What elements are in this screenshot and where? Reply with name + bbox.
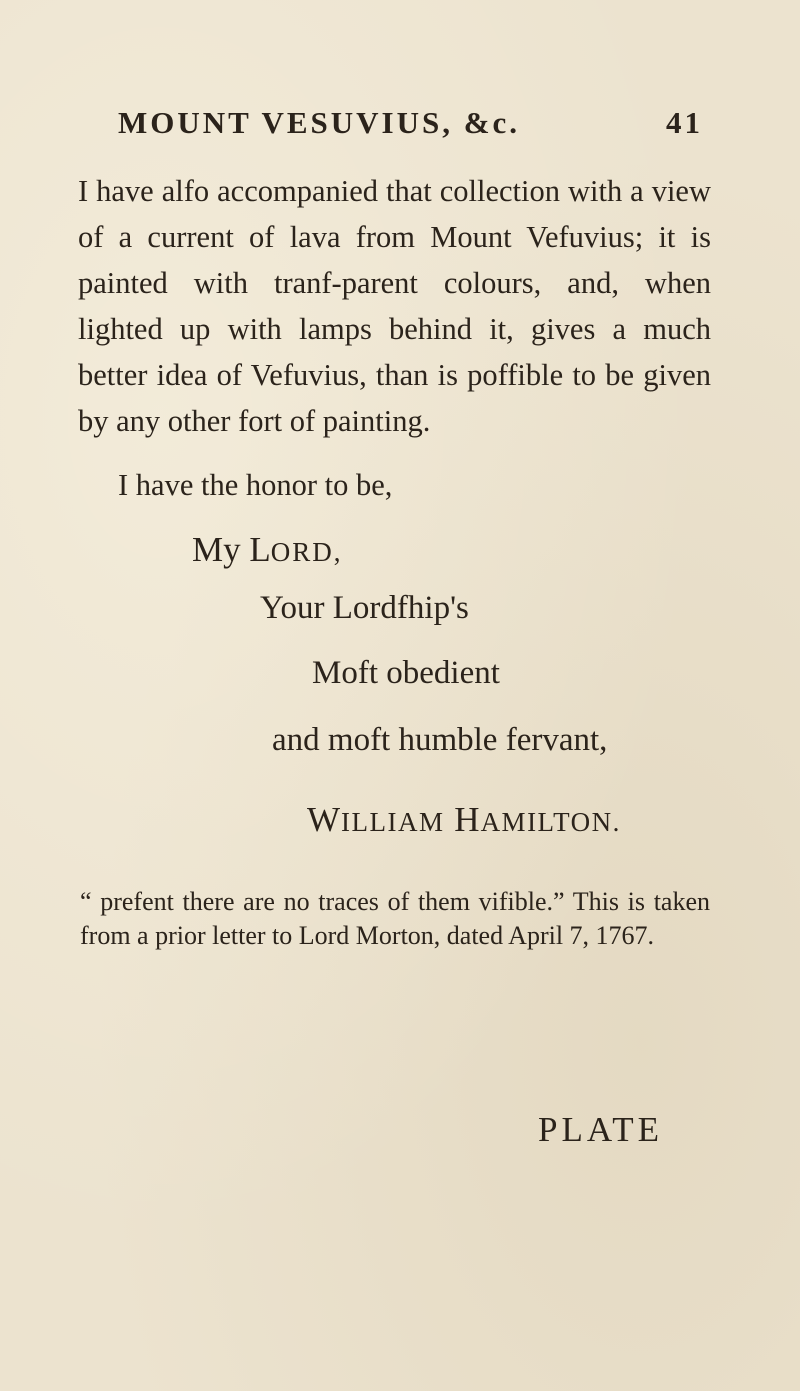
signature xyxy=(307,800,621,840)
salutation xyxy=(192,530,343,570)
signature-last-rest: AMILTON. xyxy=(480,807,621,837)
signature-first-rest: ILLIAM xyxy=(341,807,445,837)
running-head-title: MOUNT VESUVIUS, &c. xyxy=(118,105,521,140)
valediction-line-2: Moft obedient xyxy=(312,655,500,691)
running-head xyxy=(118,105,703,141)
valediction-line-3: and moft humble fervant, xyxy=(272,722,608,758)
footnote: “ prefent there are no traces of them vifible.” This is taken from a prior letter to Lord Morton, dated April 7, 1767. xyxy=(80,887,710,950)
signature-first-initial: W xyxy=(307,800,342,839)
page-number: 41 xyxy=(666,105,703,140)
body-paragraph: I have alfo accompanied that collection with a view of a current of lava from Mount Vefuvius; it is painted with tranf-parent colours, and, when lighted up with lamps behind it, gives a much better idea of Vefuvius, than is poffible to be given by any other fort of painting. xyxy=(78,174,711,438)
signature-last-initial: H xyxy=(454,800,481,839)
salutation-rest: ORD, xyxy=(270,537,343,567)
valediction-line-1: Your Lordfhip's xyxy=(260,590,469,626)
closing-line: I have the honor to be, xyxy=(118,468,393,502)
catchword: PLATE xyxy=(538,1110,663,1149)
salutation-initial: My L xyxy=(192,530,271,569)
